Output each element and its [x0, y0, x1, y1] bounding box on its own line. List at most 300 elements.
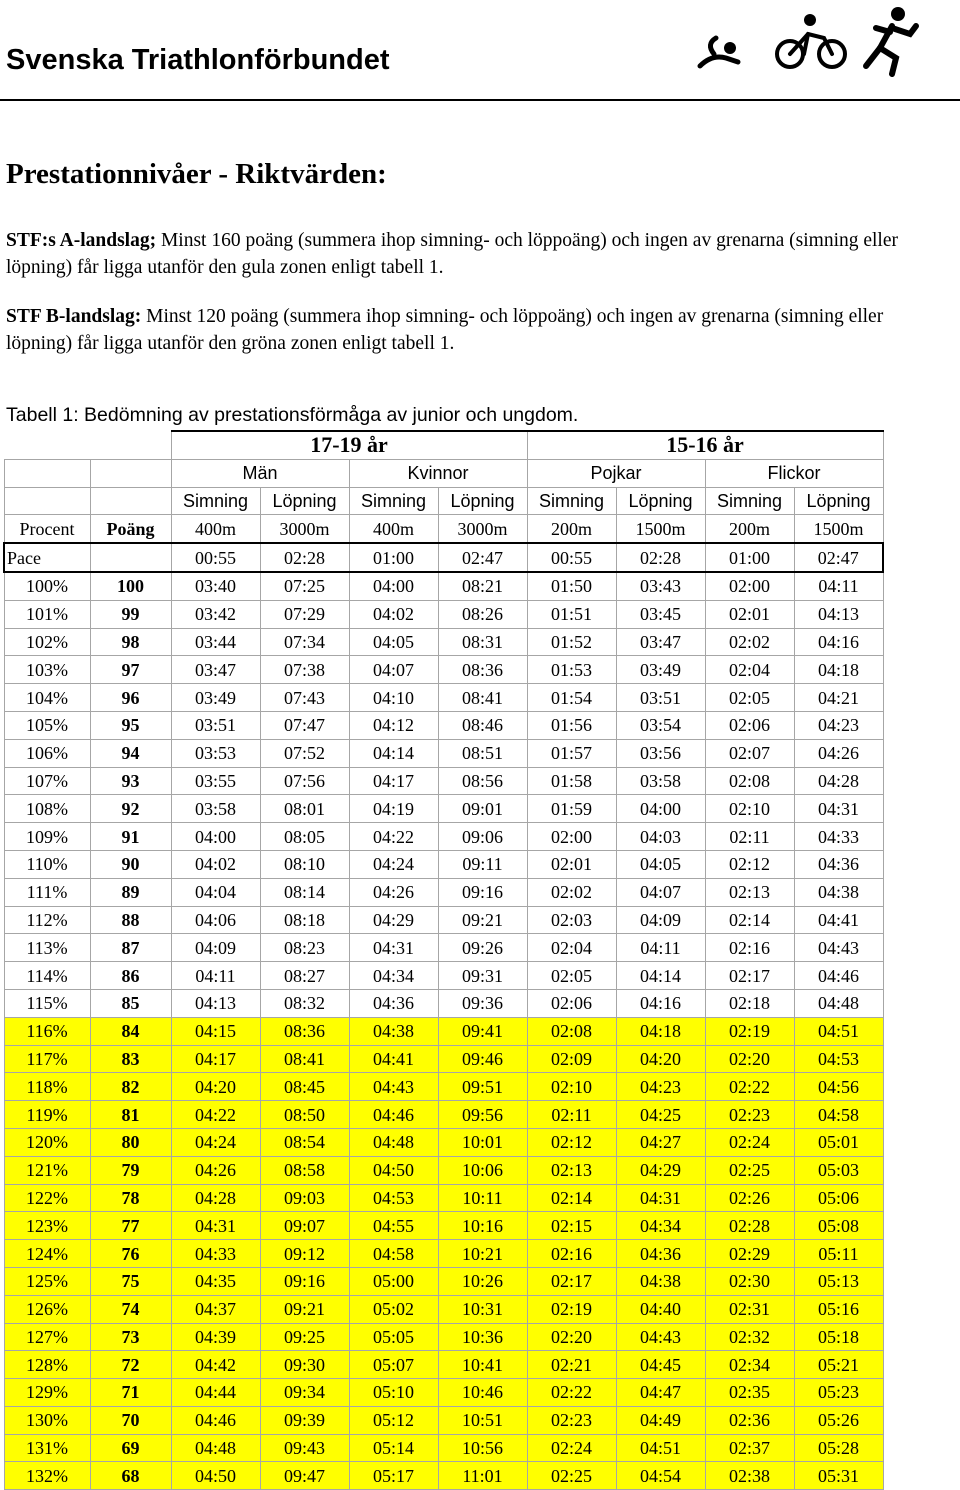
time-cell: 08:05 [260, 823, 349, 851]
poang-cell: 84 [90, 1017, 171, 1045]
time-cell: 09:47 [260, 1462, 349, 1490]
time-cell: 07:56 [260, 767, 349, 795]
time-cell: 02:15 [527, 1212, 616, 1240]
procent-cell: 129% [4, 1379, 90, 1407]
poang-cell: 90 [90, 850, 171, 878]
time-cell: 01:59 [527, 795, 616, 823]
poang-cell: 79 [90, 1156, 171, 1184]
time-cell: 04:18 [616, 1017, 705, 1045]
time-cell: 04:48 [171, 1434, 260, 1462]
poang-cell: 71 [90, 1379, 171, 1407]
gender-flickor: Flickor [705, 459, 883, 487]
table-row [4, 989, 883, 1017]
time-cell: 04:23 [616, 1073, 705, 1101]
poang-cell: 78 [90, 1184, 171, 1212]
age-group-15-16: 15-16 år [527, 431, 883, 459]
time-cell: 03:42 [171, 600, 260, 628]
time-cell: 02:16 [705, 934, 794, 962]
time-cell: 04:50 [349, 1156, 438, 1184]
time-cell: 02:22 [705, 1073, 794, 1101]
time-cell: 08:50 [260, 1101, 349, 1129]
poang-cell: 76 [90, 1240, 171, 1268]
time-cell: 04:42 [171, 1351, 260, 1379]
time-cell: 04:00 [616, 795, 705, 823]
table-row [4, 1156, 883, 1184]
time-cell: 04:26 [794, 739, 883, 767]
time-cell: 03:44 [171, 628, 260, 656]
time-cell: 02:31 [705, 1295, 794, 1323]
time-cell: 09:16 [438, 878, 527, 906]
time-cell: 05:18 [794, 1323, 883, 1351]
poang-cell: 73 [90, 1323, 171, 1351]
poang-cell: 92 [90, 795, 171, 823]
table-row [4, 1212, 883, 1240]
procent-cell: 112% [4, 906, 90, 934]
time-cell: 02:07 [705, 739, 794, 767]
time-cell: 04:17 [171, 1045, 260, 1073]
time-cell: 09:46 [438, 1045, 527, 1073]
time-cell: 08:46 [438, 711, 527, 739]
time-cell: 05:06 [794, 1184, 883, 1212]
time-cell: 02:05 [527, 962, 616, 990]
time-cell: 02:02 [527, 878, 616, 906]
time-cell: 02:32 [705, 1323, 794, 1351]
table-caption: Tabell 1: Bedömning av prestationsförmåga av junior och ungdom. [6, 404, 579, 426]
procent-cell: 106% [4, 739, 90, 767]
time-cell: 02:10 [527, 1073, 616, 1101]
table-row [4, 906, 883, 934]
procent-cell: 130% [4, 1406, 90, 1434]
time-cell: 04:07 [349, 656, 438, 684]
time-cell: 09:25 [260, 1323, 349, 1351]
time-cell: 02:05 [705, 684, 794, 712]
time-cell: 04:33 [171, 1240, 260, 1268]
time-cell: 07:34 [260, 628, 349, 656]
time-cell: 04:12 [349, 711, 438, 739]
time-cell: 04:31 [794, 795, 883, 823]
time-cell: 04:39 [171, 1323, 260, 1351]
poang-cell: 95 [90, 711, 171, 739]
distance-row [4, 515, 883, 543]
time-cell: 10:06 [438, 1156, 527, 1184]
time-cell: 04:54 [616, 1462, 705, 1490]
procent-cell: 118% [4, 1073, 90, 1101]
time-cell: 02:08 [705, 767, 794, 795]
poang-cell: 91 [90, 823, 171, 851]
procent-cell: 111% [4, 878, 90, 906]
time-cell: 04:11 [616, 934, 705, 962]
time-cell: 09:06 [438, 823, 527, 851]
paragraph-b-text: Minst 120 poäng (summera ihop simning- och löppoäng) och ingen av grenarna (simning eller löpning) får ligga utanför den gröna zonen enligt tabell 1. [6, 306, 884, 354]
page-heading: Prestationnivåer - Riktvärden: [6, 158, 387, 190]
time-cell: 01:51 [527, 600, 616, 628]
time-cell: 09:36 [438, 989, 527, 1017]
table-row [4, 795, 883, 823]
time-cell: 04:26 [171, 1156, 260, 1184]
time-cell: 08:10 [260, 850, 349, 878]
poang-cell: 80 [90, 1128, 171, 1156]
time-cell: 02:17 [705, 962, 794, 990]
time-cell: 08:26 [438, 600, 527, 628]
procent-cell: 123% [4, 1212, 90, 1240]
poang-cell: 77 [90, 1212, 171, 1240]
procent-cell: 114% [4, 962, 90, 990]
time-cell: 05:00 [349, 1267, 438, 1295]
time-cell: 03:40 [171, 572, 260, 600]
poang-cell: 88 [90, 906, 171, 934]
time-cell: 02:09 [527, 1045, 616, 1073]
paragraph-a-text: Minst 160 poäng (summera ihop simning- och löppoäng) och ingen av grenarna (simning eller löpning) får ligga utanför den gula zonen enligt tabell 1. [6, 230, 899, 278]
poang-cell: 87 [90, 934, 171, 962]
pace-cell: 01:00 [705, 543, 794, 572]
procent-cell: 116% [4, 1017, 90, 1045]
time-cell: 02:11 [527, 1101, 616, 1129]
time-cell: 04:00 [349, 572, 438, 600]
time-cell: 01:56 [527, 711, 616, 739]
poang-cell: 69 [90, 1434, 171, 1462]
time-cell: 04:05 [616, 850, 705, 878]
poang-cell: 72 [90, 1351, 171, 1379]
time-cell: 01:58 [527, 767, 616, 795]
time-cell: 04:04 [171, 878, 260, 906]
procent-cell: 126% [4, 1295, 90, 1323]
time-cell: 03:51 [171, 711, 260, 739]
col-poang-header: Poäng [90, 515, 171, 543]
table-row [4, 823, 883, 851]
gender-kvinnor: Kvinnor [349, 459, 527, 487]
time-cell: 05:21 [794, 1351, 883, 1379]
table-row [4, 711, 883, 739]
swimmer-icon [700, 38, 738, 66]
procent-cell: 120% [4, 1128, 90, 1156]
time-cell: 04:10 [349, 684, 438, 712]
time-cell: 04:09 [171, 934, 260, 962]
time-cell: 02:01 [527, 850, 616, 878]
time-cell: 08:27 [260, 962, 349, 990]
procent-cell: 117% [4, 1045, 90, 1073]
discipline-cell: Simning [171, 487, 260, 515]
time-cell: 04:25 [616, 1101, 705, 1129]
table-row [4, 1406, 883, 1434]
pace-cell: 00:55 [171, 543, 260, 572]
time-cell: 07:47 [260, 711, 349, 739]
time-cell: 04:58 [349, 1240, 438, 1268]
procent-cell: 104% [4, 684, 90, 712]
time-cell: 03:58 [616, 767, 705, 795]
procent-cell: 101% [4, 600, 90, 628]
time-cell: 04:41 [794, 906, 883, 934]
time-cell: 03:58 [171, 795, 260, 823]
time-cell: 04:38 [794, 878, 883, 906]
time-cell: 04:48 [349, 1128, 438, 1156]
time-cell: 04:19 [349, 795, 438, 823]
time-cell: 03:49 [171, 684, 260, 712]
time-cell: 02:25 [527, 1462, 616, 1490]
table-row [4, 656, 883, 684]
distance-cell: 400m [171, 515, 260, 543]
time-cell: 04:31 [349, 934, 438, 962]
time-cell: 04:44 [171, 1379, 260, 1407]
time-cell: 01:53 [527, 656, 616, 684]
poang-cell: 68 [90, 1462, 171, 1490]
gender-man: Män [171, 459, 349, 487]
time-cell: 04:21 [794, 684, 883, 712]
time-cell: 04:47 [616, 1379, 705, 1407]
time-cell: 03:43 [616, 572, 705, 600]
procent-cell: 109% [4, 823, 90, 851]
discipline-cell: Simning [705, 487, 794, 515]
time-cell: 04:22 [171, 1101, 260, 1129]
time-cell: 09:51 [438, 1073, 527, 1101]
age-group-row [4, 431, 883, 459]
time-cell: 04:20 [616, 1045, 705, 1073]
procent-cell: 107% [4, 767, 90, 795]
time-cell: 02:08 [527, 1017, 616, 1045]
time-cell: 02:22 [527, 1379, 616, 1407]
time-cell: 02:00 [527, 823, 616, 851]
time-cell: 05:13 [794, 1267, 883, 1295]
time-cell: 02:29 [705, 1240, 794, 1268]
time-cell: 04:20 [171, 1073, 260, 1101]
time-cell: 10:11 [438, 1184, 527, 1212]
time-cell: 02:26 [705, 1184, 794, 1212]
time-cell: 04:24 [171, 1128, 260, 1156]
table-row [4, 1434, 883, 1462]
time-cell: 02:30 [705, 1267, 794, 1295]
time-cell: 04:55 [349, 1212, 438, 1240]
time-cell: 04:45 [616, 1351, 705, 1379]
paragraph-b-landslag [6, 303, 946, 357]
time-cell: 09:30 [260, 1351, 349, 1379]
time-cell: 08:58 [260, 1156, 349, 1184]
triathlon-swim-bike-run-icon [692, 4, 924, 78]
time-cell: 04:40 [616, 1295, 705, 1323]
cyclist-icon [777, 14, 845, 67]
time-cell: 04:36 [349, 989, 438, 1017]
pace-cell: 02:47 [438, 543, 527, 572]
time-cell: 05:12 [349, 1406, 438, 1434]
time-cell: 05:07 [349, 1351, 438, 1379]
time-cell: 09:31 [438, 962, 527, 990]
time-cell: 02:21 [527, 1351, 616, 1379]
poang-cell: 97 [90, 656, 171, 684]
time-cell: 09:41 [438, 1017, 527, 1045]
procent-cell: 119% [4, 1101, 90, 1129]
time-cell: 08:21 [438, 572, 527, 600]
time-cell: 04:48 [794, 989, 883, 1017]
time-cell: 02:14 [705, 906, 794, 934]
time-cell: 08:41 [260, 1045, 349, 1073]
time-cell: 02:00 [705, 572, 794, 600]
time-cell: 04:18 [794, 656, 883, 684]
time-cell: 02:23 [527, 1406, 616, 1434]
paragraph-a-landslag [6, 227, 946, 281]
poang-cell: 82 [90, 1073, 171, 1101]
time-cell: 09:11 [438, 850, 527, 878]
table-row [4, 572, 883, 600]
time-cell: 07:43 [260, 684, 349, 712]
discipline-cell: Simning [527, 487, 616, 515]
time-cell: 04:46 [171, 1406, 260, 1434]
time-cell: 02:04 [705, 656, 794, 684]
distance-cell: 200m [527, 515, 616, 543]
time-cell: 04:36 [794, 850, 883, 878]
time-cell: 04:27 [616, 1128, 705, 1156]
time-cell: 04:53 [794, 1045, 883, 1073]
time-cell: 09:21 [438, 906, 527, 934]
time-cell: 08:32 [260, 989, 349, 1017]
table-row [4, 1462, 883, 1490]
time-cell: 02:17 [527, 1267, 616, 1295]
time-cell: 03:47 [616, 628, 705, 656]
procent-cell: 122% [4, 1184, 90, 1212]
time-cell: 02:12 [705, 850, 794, 878]
time-cell: 04:53 [349, 1184, 438, 1212]
poang-cell: 86 [90, 962, 171, 990]
time-cell: 08:54 [260, 1128, 349, 1156]
poang-cell: 70 [90, 1406, 171, 1434]
table-row [4, 934, 883, 962]
time-cell: 05:14 [349, 1434, 438, 1462]
procent-cell: 102% [4, 628, 90, 656]
table-row [4, 1267, 883, 1295]
time-cell: 04:35 [171, 1267, 260, 1295]
time-cell: 04:38 [349, 1017, 438, 1045]
poang-cell: 85 [90, 989, 171, 1017]
time-cell: 04:56 [794, 1073, 883, 1101]
time-cell: 04:46 [349, 1101, 438, 1129]
time-cell: 07:38 [260, 656, 349, 684]
time-cell: 10:16 [438, 1212, 527, 1240]
header-divider [0, 99, 960, 101]
time-cell: 05:03 [794, 1156, 883, 1184]
time-cell: 10:31 [438, 1295, 527, 1323]
time-cell: 02:03 [527, 906, 616, 934]
poang-cell: 98 [90, 628, 171, 656]
time-cell: 04:07 [616, 878, 705, 906]
time-cell: 08:56 [438, 767, 527, 795]
time-cell: 10:56 [438, 1434, 527, 1462]
table-row [4, 767, 883, 795]
distance-cell: 400m [349, 515, 438, 543]
time-cell: 08:31 [438, 628, 527, 656]
table-row [4, 628, 883, 656]
time-cell: 05:05 [349, 1323, 438, 1351]
time-cell: 05:01 [794, 1128, 883, 1156]
org-name: Svenska Triathlonförbundet [6, 44, 390, 76]
poang-cell: 99 [90, 600, 171, 628]
time-cell: 04:43 [616, 1323, 705, 1351]
time-cell: 02:23 [705, 1101, 794, 1129]
table-row [4, 1240, 883, 1268]
time-cell: 01:52 [527, 628, 616, 656]
time-cell: 02:24 [527, 1434, 616, 1462]
time-cell: 02:38 [705, 1462, 794, 1490]
runner-icon [866, 7, 916, 74]
time-cell: 05:23 [794, 1379, 883, 1407]
table-row [4, 878, 883, 906]
time-cell: 05:28 [794, 1434, 883, 1462]
time-cell: 04:29 [616, 1156, 705, 1184]
time-cell: 03:53 [171, 739, 260, 767]
time-cell: 10:26 [438, 1267, 527, 1295]
time-cell: 09:07 [260, 1212, 349, 1240]
time-cell: 04:26 [349, 878, 438, 906]
time-cell: 02:10 [705, 795, 794, 823]
pace-cell: 01:00 [349, 543, 438, 572]
time-cell: 08:14 [260, 878, 349, 906]
time-cell: 09:16 [260, 1267, 349, 1295]
time-cell: 04:49 [616, 1406, 705, 1434]
time-cell: 04:17 [349, 767, 438, 795]
time-cell: 05:26 [794, 1406, 883, 1434]
time-cell: 03:56 [616, 739, 705, 767]
table-row [4, 1128, 883, 1156]
procent-cell: 103% [4, 656, 90, 684]
time-cell: 04:22 [349, 823, 438, 851]
time-cell: 03:55 [171, 767, 260, 795]
time-cell: 04:05 [349, 628, 438, 656]
time-cell: 04:06 [171, 906, 260, 934]
col-procent-header: Procent [4, 515, 90, 543]
time-cell: 07:25 [260, 572, 349, 600]
poang-cell: 81 [90, 1101, 171, 1129]
procent-cell: 105% [4, 711, 90, 739]
time-cell: 04:28 [171, 1184, 260, 1212]
time-cell: 08:51 [438, 739, 527, 767]
discipline-cell: Simning [349, 487, 438, 515]
procent-cell: 124% [4, 1240, 90, 1268]
time-cell: 04:14 [349, 739, 438, 767]
time-cell: 10:51 [438, 1406, 527, 1434]
time-cell: 04:43 [349, 1073, 438, 1101]
time-cell: 04:51 [616, 1434, 705, 1462]
time-cell: 05:16 [794, 1295, 883, 1323]
poang-cell: 74 [90, 1295, 171, 1323]
procent-cell: 100% [4, 572, 90, 600]
time-cell: 02:34 [705, 1351, 794, 1379]
time-cell: 04:37 [171, 1295, 260, 1323]
time-cell: 09:21 [260, 1295, 349, 1323]
time-cell: 04:46 [794, 962, 883, 990]
table-row [4, 962, 883, 990]
time-cell: 09:26 [438, 934, 527, 962]
time-cell: 05:17 [349, 1462, 438, 1490]
pace-cell: 02:47 [794, 543, 883, 572]
time-cell: 05:31 [794, 1462, 883, 1490]
time-cell: 02:06 [705, 711, 794, 739]
discipline-cell: Löpning [616, 487, 705, 515]
table-row [4, 850, 883, 878]
time-cell: 10:01 [438, 1128, 527, 1156]
time-cell: 04:13 [794, 600, 883, 628]
distance-cell: 3000m [260, 515, 349, 543]
time-cell: 04:14 [616, 962, 705, 990]
time-cell: 09:39 [260, 1406, 349, 1434]
pace-row [4, 543, 883, 572]
discipline-cell: Löpning [260, 487, 349, 515]
time-cell: 04:11 [171, 962, 260, 990]
table-row [4, 1351, 883, 1379]
gender-pojkar: Pojkar [527, 459, 705, 487]
time-cell: 02:19 [705, 1017, 794, 1045]
poang-cell: 89 [90, 878, 171, 906]
time-cell: 02:02 [705, 628, 794, 656]
poang-cell: 94 [90, 739, 171, 767]
table-row [4, 739, 883, 767]
time-cell: 04:33 [794, 823, 883, 851]
time-cell: 08:45 [260, 1073, 349, 1101]
